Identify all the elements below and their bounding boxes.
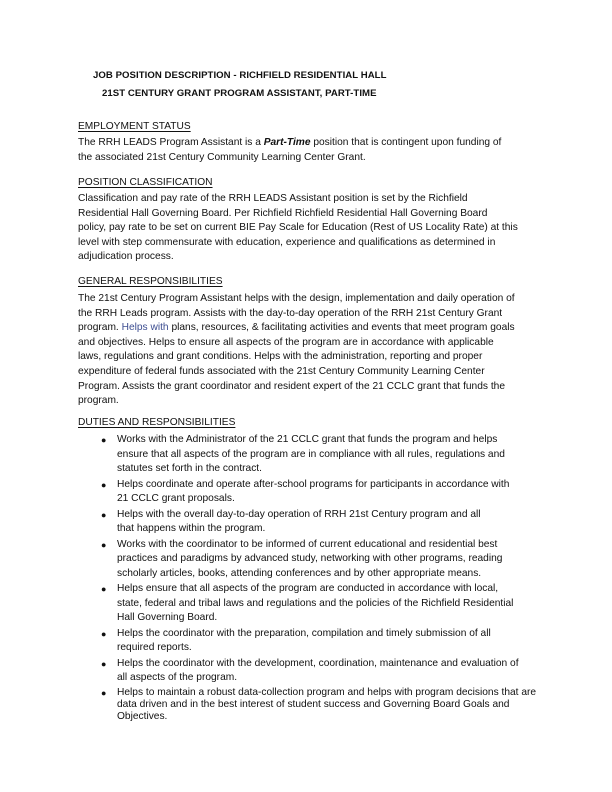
employment-line-1-text: The RRH LEADS Program Assistant is a — [78, 137, 264, 148]
duty-text — [117, 582, 612, 626]
general-line: the RRH Leads program. Assists with the day-to-day operation of the RRH 21st Century Grant — [78, 307, 503, 319]
bullet-icon: ● — [101, 539, 107, 550]
general-line-3-text: program. — [78, 322, 122, 334]
duties-heading: DUTIES AND RESPONSIBILITIES — [78, 417, 236, 428]
duty-line: practices and paradigms by advanced study, networking with other programs, reading — [117, 553, 503, 565]
employment-line-1-text-end: position that is contingent upon funding of — [310, 137, 502, 148]
document-title: JOB POSITION DESCRIPTION - RICHFIELD RESIDENTIAL HALL — [93, 70, 387, 81]
duty-line: ensure that all aspects of the program are in compliance with all rules, regulations and — [117, 448, 505, 460]
position-classification-paragraph — [78, 192, 548, 265]
bullet-icon: ● — [101, 479, 107, 490]
duty-item — [0, 582, 612, 626]
duty-line: 21 CCLC grant proposals. — [117, 493, 235, 505]
duty-line: statutes set forth in the contract. — [117, 463, 262, 475]
duty-line: Helps the coordinator with the preparation, compilation and timely submission of all — [117, 627, 491, 639]
general-line: and objectives. Helps to ensure all aspects of the program are in accordance with applicable — [78, 336, 494, 348]
duty-item — [0, 687, 612, 724]
duty-line: Helps coordinate and operate after-school programs for participants in accordance with — [117, 478, 510, 490]
classification-line: level with step commensurate with education, experience and qualifications as determined in — [78, 236, 496, 248]
duty-line: that happens within the program. — [117, 523, 266, 535]
duty-item — [0, 508, 612, 537]
duty-line: Helps ensure that all aspects of the program are conducted in accordance with local, — [117, 583, 499, 595]
classification-line: Classification and pay rate of the RRH LEADS Assistant position is set by the Richfield — [78, 193, 468, 204]
general-line-3-text-end: plans, resources, & facilitating activities and events that meet program goals — [168, 322, 515, 334]
general-responsibilities-heading: GENERAL RESPONSIBILITIES — [78, 276, 223, 287]
duty-item — [0, 627, 612, 656]
general-line: laws, regulations and grant conditions. Helps with the administration, reporting and proper — [78, 351, 483, 363]
general-line — [78, 321, 548, 336]
duty-line: state, federal and tribal laws and regulations and the policies of the Richfield Residential — [117, 597, 514, 609]
duty-line: Helps with the overall day-to-day operation of RRH 21st Century program and all — [117, 508, 481, 520]
duty-text — [117, 433, 612, 477]
duty-line: data driven and in the best interest of student success and Governing Board Goals and — [117, 699, 510, 711]
duties-list — [0, 433, 612, 724]
duty-text — [117, 538, 612, 582]
duty-line: Helps to maintain a robust data-collection program and helps with program decisions that are — [117, 686, 537, 698]
duty-line: Objectives. — [117, 711, 168, 723]
duty-line: Helps the coordinator with the development, coordination, maintenance and evaluation of — [117, 657, 519, 669]
duty-line: Works with the coordinator to be informed of current educational and residential best — [117, 538, 498, 550]
general-responsibilities-paragraph — [78, 292, 548, 409]
highlighted-text: Helps with — [121, 322, 169, 334]
general-line: The 21st Century Program Assistant helps with the design, implementation and daily operation of — [78, 293, 515, 304]
duty-line: all aspects of the program. — [117, 672, 238, 684]
duty-line: scholarly articles, books, attending conferences and by other appropriate means. — [117, 567, 482, 579]
part-time-emphasis: Part-Time — [263, 137, 311, 148]
duty-item — [0, 433, 612, 477]
bullet-icon: ● — [101, 658, 107, 669]
duty-text — [117, 508, 612, 537]
position-classification-heading: POSITION CLASSIFICATION — [78, 177, 213, 188]
classification-line: Residential Hall Governing Board. Per Richfield Richfield Residential Hall Governing Board — [78, 207, 488, 219]
duty-text — [117, 687, 612, 724]
classification-line: policy, pay rate to be set on current BIE Pay Scale for Education (Rest of US Locality Rate) at this — [78, 222, 518, 234]
document-subtitle: 21ST CENTURY GRANT PROGRAM ASSISTANT, PART-TIME — [102, 88, 377, 99]
duty-line: Hall Governing Board. — [117, 612, 218, 624]
duty-item — [0, 538, 612, 582]
employment-line-1 — [78, 136, 548, 151]
bullet-icon: ● — [101, 435, 107, 445]
duty-text — [117, 627, 612, 656]
duty-item — [0, 657, 612, 686]
duty-text — [117, 478, 612, 507]
employment-status-paragraph — [78, 136, 548, 165]
classification-line: adjudication process. — [78, 251, 174, 263]
bullet-icon: ● — [101, 687, 107, 698]
employment-status-heading: EMPLOYMENT STATUS — [78, 121, 191, 132]
duty-line: Works with the Administrator of the 21 CCLC grant that funds the program and helps — [117, 434, 498, 445]
general-line: expenditure of federal funds associated with the 21st Century Community Learning Center — [78, 365, 485, 377]
duty-line: required reports. — [117, 642, 192, 654]
duty-text — [117, 657, 612, 686]
bullet-icon: ● — [101, 509, 107, 520]
general-line: Program. Assists the grant coordinator and resident expert of the 21 CCLC grant that funds the — [78, 380, 505, 392]
general-line: program. — [78, 395, 119, 407]
employment-line-2: the associated 21st Century Community Learning Center Grant. — [78, 151, 366, 163]
duty-item — [0, 478, 612, 507]
bullet-icon: ● — [101, 628, 107, 639]
bullet-icon: ● — [101, 584, 107, 595]
